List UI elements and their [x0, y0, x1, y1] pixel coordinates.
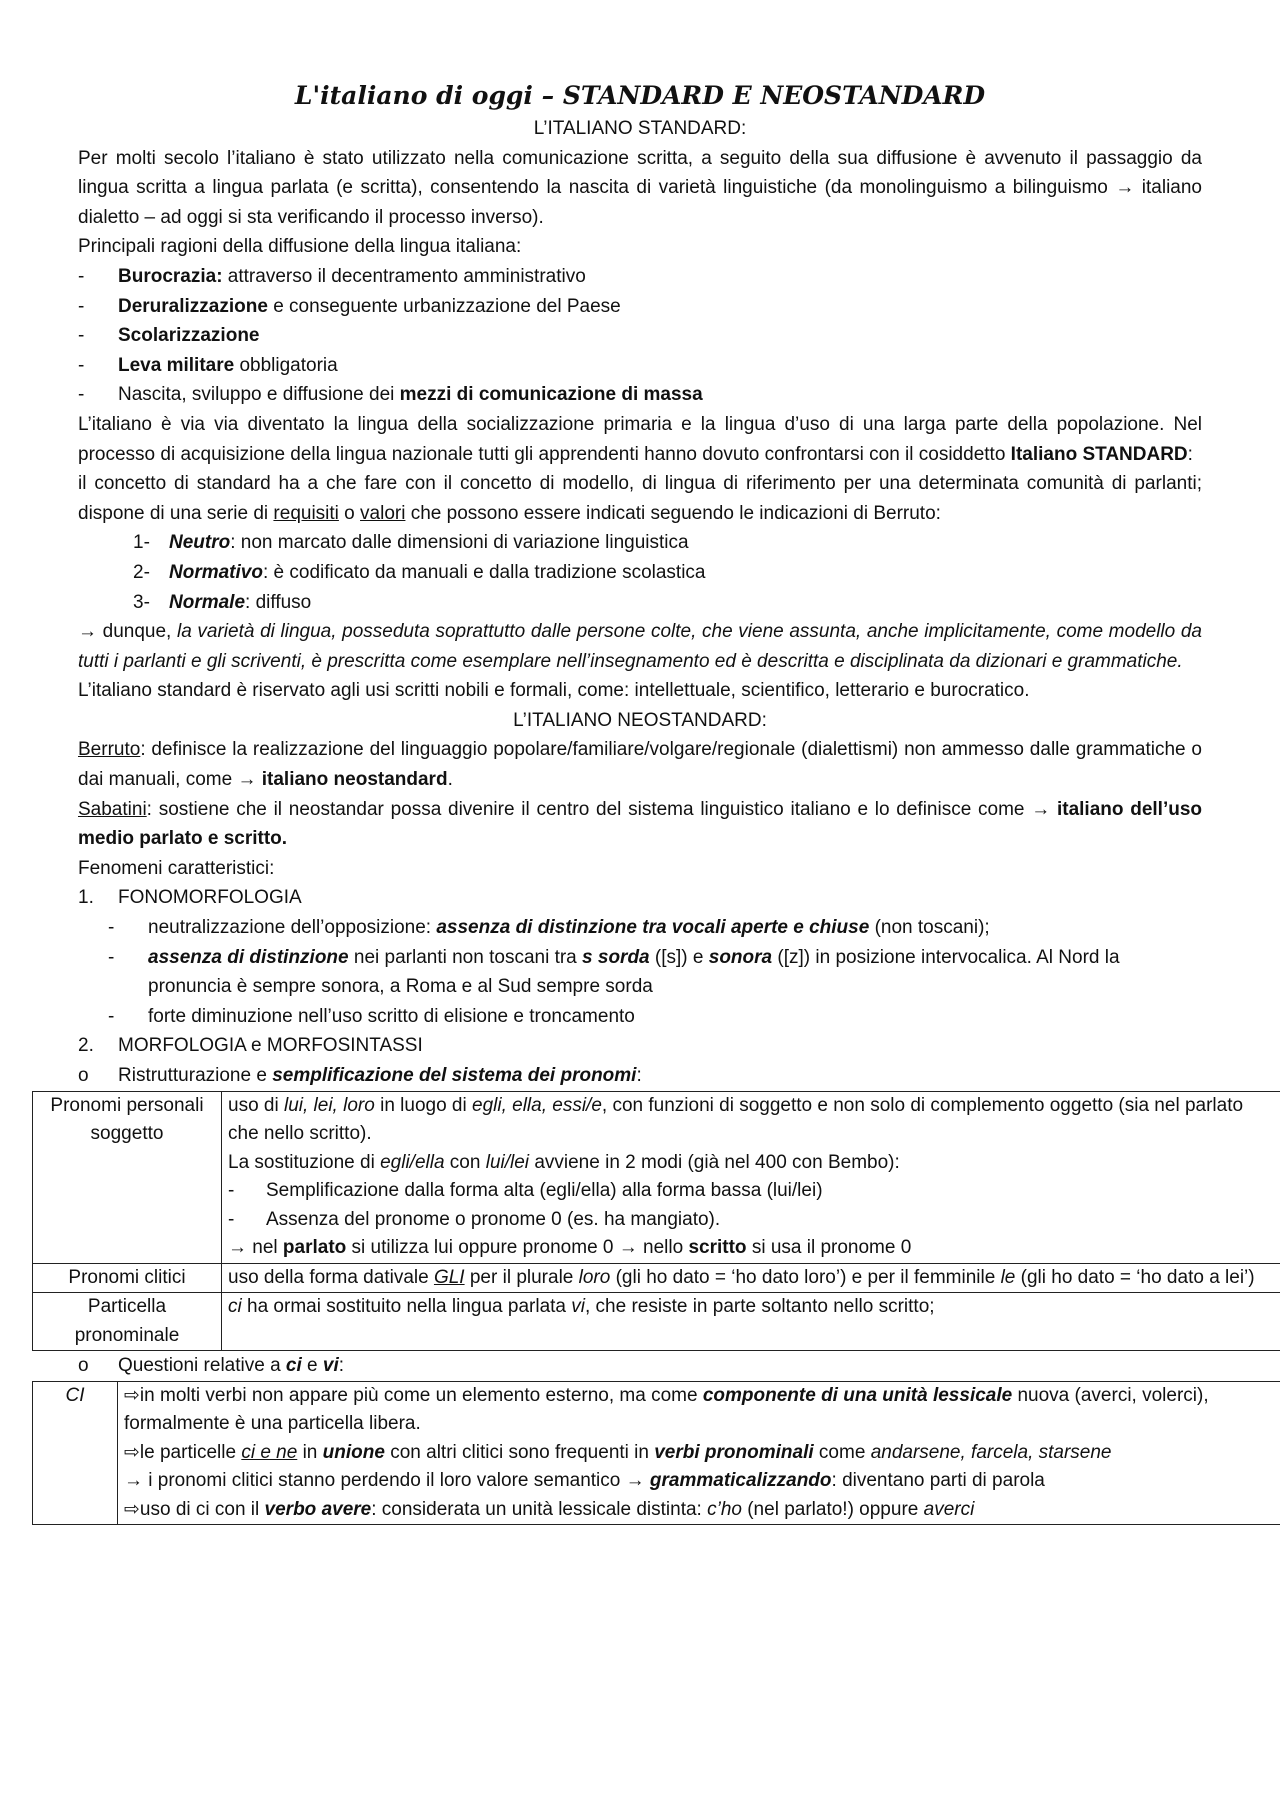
paragraph-phenomena: Fenomeni caratteristici:	[78, 857, 275, 879]
table-cell-content: uso di lui, lei, loro in luogo di egli, ella, essi/e, con funzioni di soggetto e non solo di complemento oggetto (sia nel parlato che nello scritto). La sostituzione di egli/ella con lui/lei avviene in 2 modi (già nel 400 con Bembo): - Semplificazione dalla forma alta (egli/ella) alla forma bassa (lui/lei) - Assenza del pronome o pronome 0 (es. ha mangiato). → nel parlato si utilizza lui oppure pronome 0 → nello scritto si usa il pronome 0	[222, 1091, 1280, 1263]
list-item: - Scolarizzazione	[78, 321, 1202, 351]
paragraph-berruto: Berruto: definisce la realizzazione del linguaggio popolare/familiare/volgare/regionale (dialettismi) non ammesso dalle grammatiche o dai manuali, come → italiano neostandard.	[78, 739, 1202, 791]
table-row	[33, 1091, 1280, 1263]
section-fonomorfologia: 1. FONOMORFOLOGIA	[78, 887, 302, 909]
list-item: - assenza di distinzione nei parlanti non toscani tra s sorda ([s]) e sonora ([z]) in posizione intervocalica. Al Nord la pronuncia è sempre sonora, a Roma e al Sud sempre sorda	[108, 943, 1202, 1002]
list-item: - forte diminuzione nell’uso scritto di elisione e troncamento	[108, 1002, 1202, 1032]
list-item: - neutralizzazione dell’opposizione: assenza di distinzione tra vocali aperte e chiuse (non toscani);	[108, 913, 1202, 943]
paragraph-usage: L’italiano standard è riservato agli usi scritti nobili e formali, come: intellettuale, scientifico, letterario e burocratico.	[78, 680, 1030, 702]
paragraph-intro: Per molti secolo l’italiano è stato utilizzato nella comunicazione scritta, a seguito della sua diffusione è avvenuto il passaggio da lingua scritta a lingua parlata (e scritta), consentendo la nascita di varietà linguistiche (da monolinguismo a bilinguismo → italiano dialetto – ad oggi si sta verificando il processo inverso).	[78, 147, 1202, 228]
table-row	[33, 1293, 1280, 1351]
table-row	[33, 1381, 1280, 1525]
reasons-list	[78, 262, 1202, 410]
fonomorfologia-list	[78, 913, 1202, 1031]
paragraph-socialization: L’italiano è via via diventato la lingua della socializzazione primaria e la lingua d’uso di una larga parte della popolazione. Nel processo di acquisizione della lingua nazionale tutti gli apprendenti hanno dovuto confrontarsi con il cosiddetto Italiano STANDARD:	[78, 413, 1202, 465]
subsection-pronomi: o Ristrutturazione e semplificazione del sistema dei pronomi:	[78, 1065, 642, 1086]
table-cell-content: uso della forma dativale GLI per il plurale loro (gli ho dato = ‘ho dato loro’) e per il femminile le (gli ho dato = ‘ho dato a lei’)	[222, 1263, 1280, 1293]
criteria-list	[78, 528, 1202, 617]
table-cell-content: ci ha ormai sostituito nella lingua parlata vi, che resiste in parte soltanto nello scritto;	[222, 1293, 1280, 1351]
list-item: 3- Normale: diffuso	[133, 591, 312, 613]
section-heading-neostandard: L’ITALIANO NEOSTANDARD:	[513, 709, 767, 731]
document-title: L'italiano di oggi – STANDARD E NEOSTANDARD	[294, 81, 986, 110]
list-item: 1- Neutro: non marcato dalle dimensioni di variazione linguistica	[133, 532, 689, 554]
paragraph-reasons-intro: Principali ragioni della diffusione della lingua italiana:	[78, 236, 522, 258]
section-morfologia: 2. MORFOLOGIA e MORFOSINTASSI	[78, 1035, 423, 1057]
subsection-ci-vi: o Questioni relative a ci e vi:	[78, 1355, 345, 1377]
section-heading-standard: L’ITALIANO STANDARD:	[533, 118, 747, 139]
ci-table	[32, 1381, 1280, 1526]
paragraph-sabatini: Sabatini: sostiene che il neostandar possa divenire il centro del sistema linguistico italiano e lo definisce come → italiano dell’uso medio parlato e scritto.	[78, 798, 1203, 850]
pronouns-table	[32, 1091, 1280, 1352]
table-row	[33, 1263, 1280, 1293]
table-cell-label: Pronomi personali soggetto	[33, 1091, 222, 1263]
table-cell-label: CI	[33, 1381, 118, 1525]
list-item: - Leva militare obbligatoria	[78, 351, 1202, 381]
table-cell-content: ⇨in molti verbi non appare più come un elemento esterno, ma come componente di una unità lessicale nuova (averci, volerci), formalmente è una particella libera. ⇨le particelle ci e ne in unione con altri clitici sono frequenti in verbi pronominali come andarsene, farcela, starsene → i pronomi clitici stanno perdendo il loro valore semantico → grammaticalizzando: diventano parti di parola ⇨uso di ci con il verbo avere: considerata un unità lessicale distinta: c’ho (nel parlato!) oppure averci	[118, 1381, 1280, 1525]
list-item: 2- Normativo: è codificato da manuali e dalla tradizione scolastica	[133, 561, 706, 583]
table-cell-label: Particella pronominale	[33, 1293, 222, 1351]
list-item: - Burocrazia: attraverso il decentramento amministrativo	[78, 262, 1202, 292]
table-cell-label: Pronomi clitici	[33, 1263, 222, 1293]
list-item: - Deruralizzazione e conseguente urbanizzazione del Paese	[78, 292, 1202, 322]
paragraph-definition: → dunque, la varietà di lingua, posseduta soprattutto dalle persone colte, che viene assunta, anche implicitamente, come modello da tutti i parlanti e gli scriventi, è prescritta come esemplare nell’insegnamento ed è descritta e disciplinata da dizionari e grammatiche.	[78, 621, 1202, 672]
paragraph-standard-concept: il concetto di standard ha a che fare con il concetto di modello, di lingua di riferimento per una determinata comunità di parlanti; dispone di una serie di requisiti o valori che possono essere indicati seguendo le indicazioni di Berruto:	[78, 473, 1202, 524]
list-item: - Nascita, sviluppo e diffusione dei mezzi di comunicazione di massa	[78, 380, 1202, 410]
